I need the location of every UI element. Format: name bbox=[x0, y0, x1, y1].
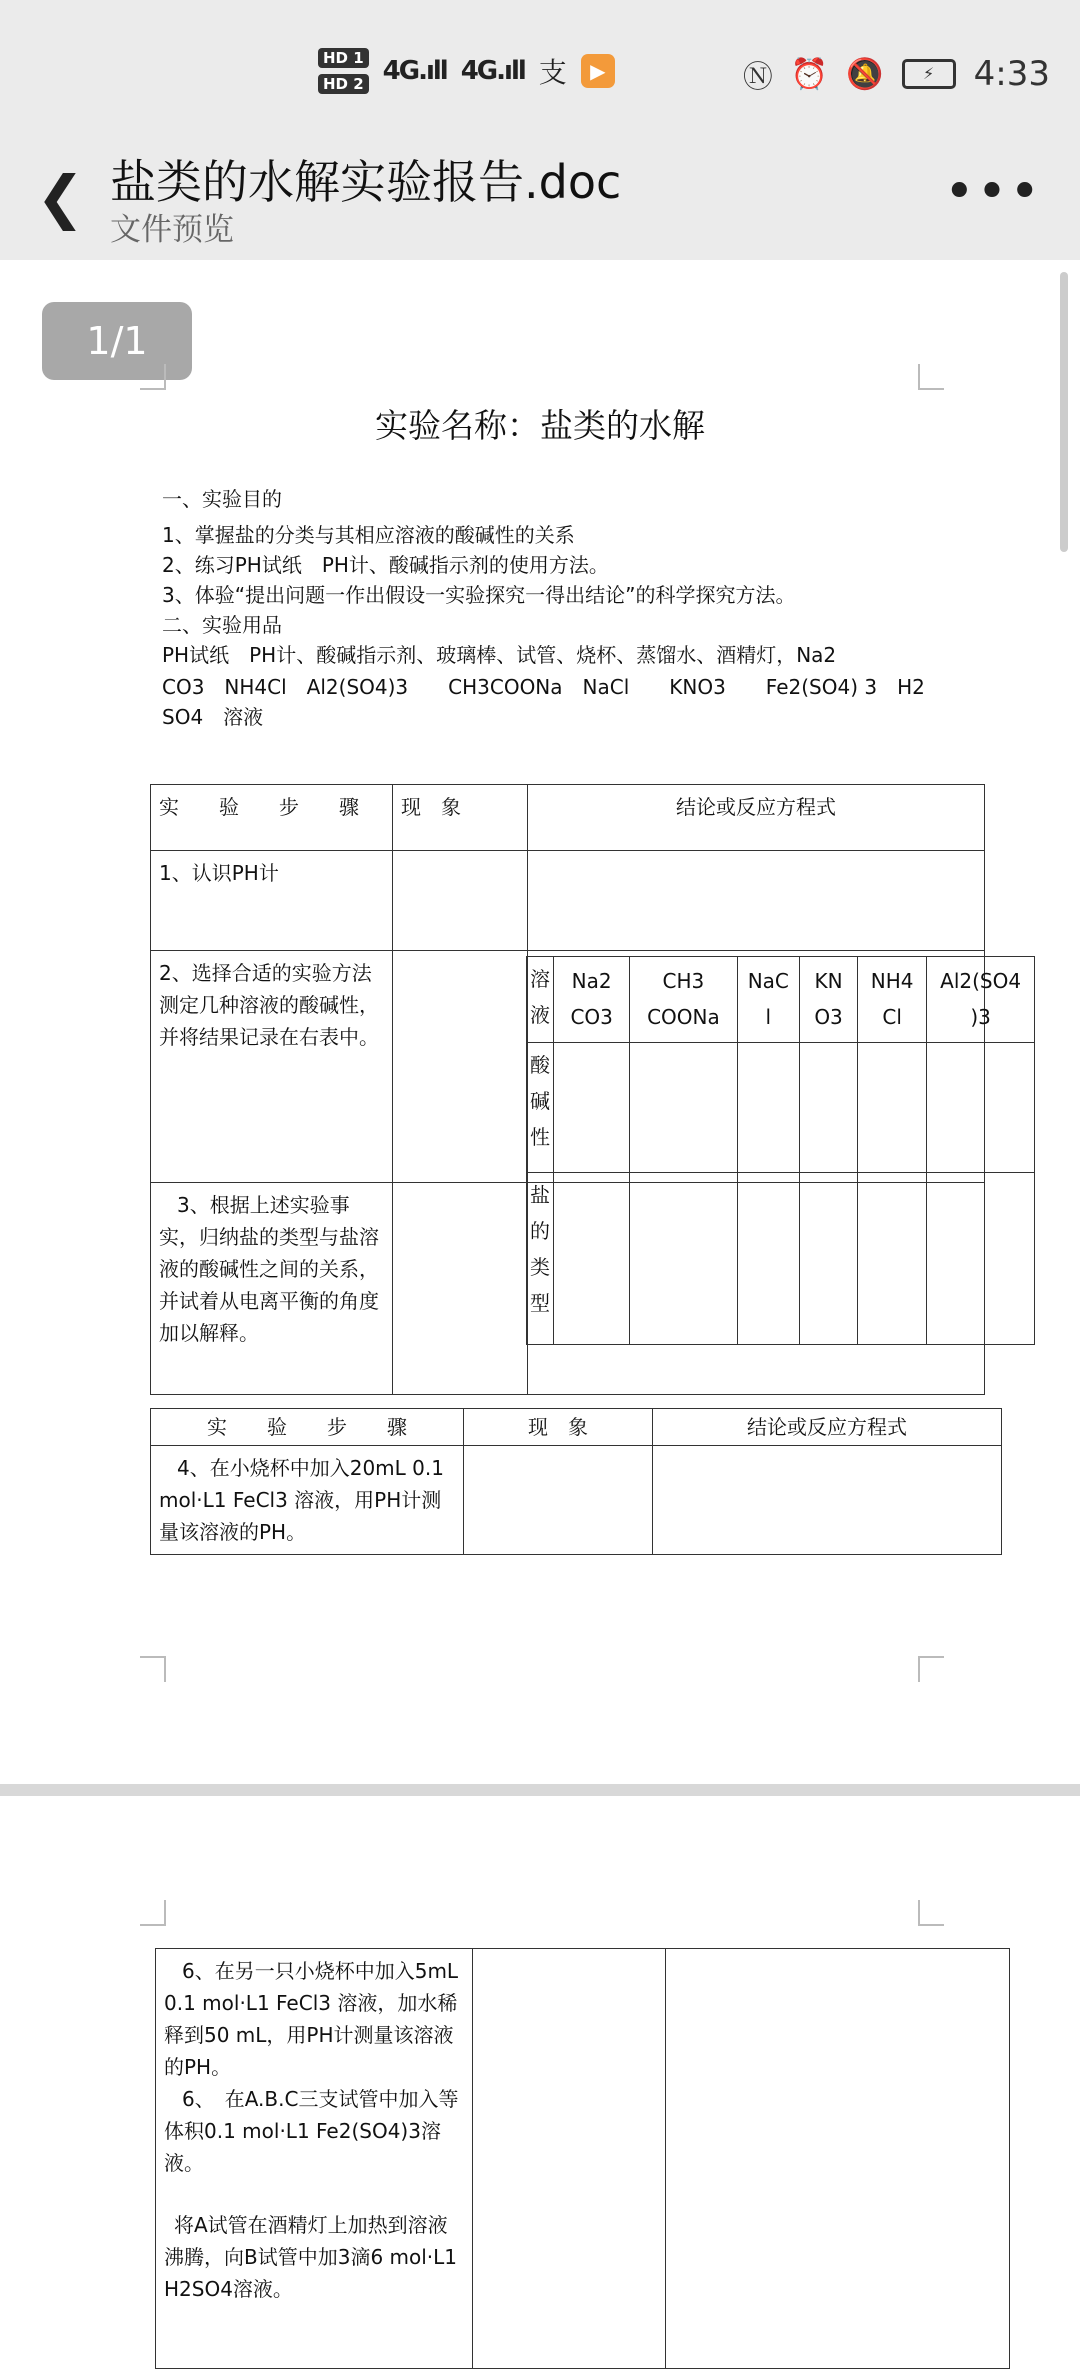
mute-icon: 🔕 bbox=[846, 56, 884, 92]
hd1-badge: HD 1 bbox=[318, 48, 369, 68]
page-corner-mark bbox=[918, 364, 944, 390]
solution-header: NaC l bbox=[737, 957, 800, 1043]
table-cell: 3、根据上述实验事实，归纳盐的类型与盐溶液的酸碱性之间的关系，并试着从电离平衡的角度加以解释。 bbox=[151, 1183, 393, 1395]
doc-line: 一、实验目的 bbox=[162, 487, 282, 511]
clock: 4:33 bbox=[973, 54, 1050, 94]
status-right-icons bbox=[743, 52, 1050, 96]
table-cell: 2、选择合适的实验方法测定几种溶液的酸碱性，并将结果记录在右表中。 bbox=[151, 951, 393, 1183]
experiment-table-2 bbox=[150, 1408, 1002, 1555]
experiment-table-3 bbox=[155, 1948, 1010, 2369]
table-header: 实 验 步 骤 bbox=[151, 1409, 464, 1446]
status-bar bbox=[0, 0, 1080, 130]
table-cell bbox=[393, 951, 528, 1183]
file-title: 盐类的水解实验报告.doc bbox=[110, 155, 622, 209]
status-left-icons bbox=[318, 48, 615, 94]
solution-header: KN O3 bbox=[800, 957, 858, 1043]
table-cell: 1、认识PH计 bbox=[151, 851, 393, 951]
solution-row-label: 盐的类型 bbox=[527, 1173, 554, 1345]
more-options-icon[interactable]: ••• bbox=[943, 162, 1042, 222]
nfc-icon: Ⓝ bbox=[742, 60, 773, 95]
alarm-icon: ⏰ bbox=[790, 56, 829, 92]
solution-header: Al2(SO4 )3 bbox=[927, 957, 1035, 1043]
step-6a: 6、在另一只小烧杯中加入5mL 0.1 mol·L1 FeCl3 溶液，加水稀释到50 mL，用PH计测量该溶液的PH。 bbox=[164, 1959, 479, 2079]
table-cell bbox=[156, 1949, 479, 2369]
table-cell bbox=[393, 851, 528, 951]
alipay-icon: 支 bbox=[538, 56, 567, 89]
solution-row-label: 酸碱性 bbox=[527, 1043, 554, 1173]
page-separator bbox=[0, 1784, 1080, 1796]
table-header: 结论或反应方程式 bbox=[528, 785, 985, 851]
page-corner-mark bbox=[140, 364, 166, 390]
doc-line: 1、掌握盐的分类与其相应溶液的酸碱性的关系 bbox=[162, 523, 575, 547]
step-6b: 6、 在A.B.C三支试管中加入等体积0.1 mol·L1 Fe2(SO4)3溶液。 bbox=[164, 2087, 459, 2175]
doc-line: 2、练习PH试纸 PH计、酸碱指示剂的使用方法。 bbox=[162, 553, 609, 577]
doc-line: PH试纸 PH计、酸碱指示剂、玻璃棒、试管、烧杯、蒸馏水、酒精灯，Na2 bbox=[162, 643, 837, 667]
solution-header: CH3 COONa bbox=[630, 957, 737, 1043]
battery-icon: ⚡ bbox=[902, 59, 956, 89]
file-subtitle: 文件预览 bbox=[110, 212, 234, 248]
page-corner-mark bbox=[918, 1656, 944, 1682]
table-cell bbox=[473, 1949, 666, 2369]
solution-header: NH4 Cl bbox=[858, 957, 927, 1043]
solution-header: 溶液 bbox=[527, 957, 554, 1043]
table-cell bbox=[653, 1446, 1002, 1555]
table-cell bbox=[666, 1949, 1010, 2369]
signal2-icon: 4G.ıll bbox=[460, 56, 525, 86]
signal1-icon: 4G.ıll bbox=[382, 56, 447, 86]
table-cell bbox=[464, 1446, 653, 1555]
play-app-icon: ▶ bbox=[581, 54, 615, 88]
solution-header: Na2 CO3 bbox=[554, 957, 630, 1043]
table-cell: 4、在小烧杯中加入20mL 0.1 mol·L1 FeCl3 溶液，用PH计测量该溶液的PH。 bbox=[151, 1446, 464, 1555]
doc-line: SO4 溶液 bbox=[162, 705, 264, 729]
page-corner-mark bbox=[918, 1900, 944, 1926]
solution-table bbox=[526, 956, 1035, 1345]
page-corner-mark bbox=[140, 1900, 166, 1926]
app-header bbox=[0, 130, 1080, 260]
page-indicator: 1/1 bbox=[42, 302, 192, 380]
doc-line: 3、体验“提出问题一作出假设一实验探究一得出结论”的科学探究方法。 bbox=[162, 583, 796, 607]
table-cell bbox=[528, 851, 985, 951]
page-corner-mark bbox=[140, 1656, 166, 1682]
table-header: 现 象 bbox=[464, 1409, 653, 1446]
step-6c: 将A试管在酒精灯上加热到溶液沸腾，向B试管中加3滴6 mol·L1 H2SO4溶液。 bbox=[164, 2213, 458, 2301]
table-header: 现 象 bbox=[393, 785, 528, 851]
hd-icons bbox=[318, 48, 369, 94]
table-header: 实 验 步 骤 bbox=[151, 785, 393, 851]
back-arrow-icon[interactable]: ❮ bbox=[36, 163, 85, 231]
doc-title: 实验名称：盐类的水解 bbox=[375, 406, 705, 445]
table-header: 结论或反应方程式 bbox=[653, 1409, 1002, 1446]
doc-line: CO3 NH4Cl Al2(SO4)3 CH3COONa NaCl KNO3 Fe2(SO4) 3 H2 bbox=[162, 675, 925, 699]
doc-line: 二、实验用品 bbox=[162, 613, 282, 637]
table-cell bbox=[393, 1183, 528, 1395]
hd2-badge: HD 2 bbox=[318, 74, 369, 94]
